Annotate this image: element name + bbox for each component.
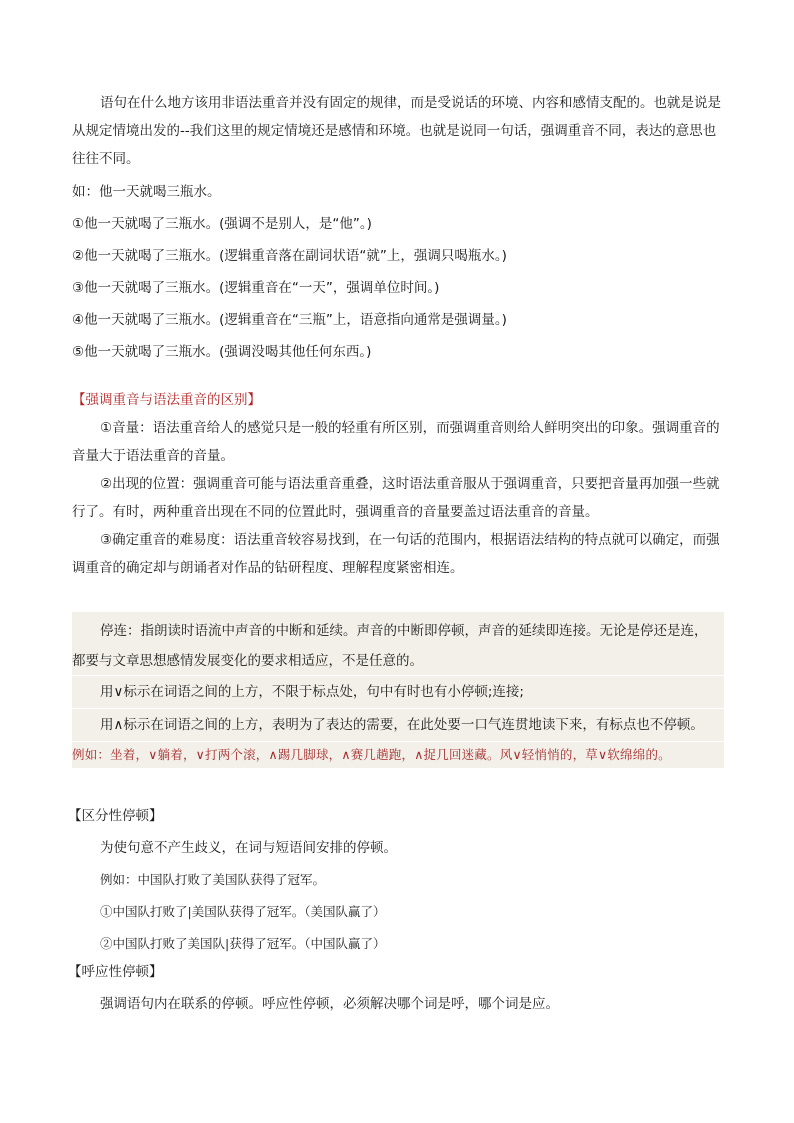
pause-line-2: 都要与文章思想感情发展变化的要求相适应，不是任意的。	[72, 653, 423, 669]
distinguish-heading: 【区分性停顿】	[68, 808, 163, 824]
difference-heading: 【强调重音与语法重音的区别】	[72, 392, 261, 408]
pause-line-3: 用∨标示在词语之间的上方，不限于标点处，句中有时也有小停顿;连接;	[72, 675, 724, 708]
distinguish-example: 例如：中国队打败了美国队获得了冠军。	[100, 872, 326, 887]
example-list	[72, 176, 724, 368]
example-item-1: ①他一天就喝了三瓶水。(强调不是别人，是“他”。)	[72, 216, 372, 232]
pause-example: 例如：坐着，∨躺着，∨打两个滚，∧踢几脚球，∧赛几趟跑，∧捉几回迷藏。风∨轻悄悄的，草∨软绵绵的。	[72, 741, 724, 768]
difference-section	[72, 386, 724, 582]
intro-section	[72, 89, 724, 173]
respond-heading: 【呼应性停顿】	[68, 964, 163, 980]
pause-line-4: 用∧标示在词语之间的上方，表明为了表达的需要，在此处要一口气连贯地读下来，有标点也不停顿。	[72, 708, 724, 741]
difference-item-2: ②出现的位置：强调重音可能与语法重音重叠，这时语法重音服从于强调重音，只要把音量再加强一些就行了。有时，两种重音出现在不同的位置此时，强调重音的音量要盖过语法重音的音量。	[72, 476, 720, 520]
example-item-4: ④他一天就喝了三瓶水。(逻辑重音在“三瓶”上，语意指向通常是强调量。)	[72, 312, 507, 328]
example-item-2: ②他一天就喝了三瓶水。(逻辑重音落在副词状语“就”上，强调只喝瓶水。)	[72, 248, 507, 264]
pause-line-1: 停连：指朗读时语流中声音的中断和延续。声音的中断即停顿，声音的延续即连接。无论是停还是连，	[100, 623, 708, 639]
example-intro: 如：他一天就喝三瓶水。	[72, 184, 221, 200]
difference-item-3: ③确定重音的难易度：语法重音较容易找到，在一句话的范围内，根据语法结构的特点就可以确定，而强调重音的确定却与朗诵者对作品的钻研程度、理解程度紧密相连。	[72, 532, 720, 576]
intro-paragraph: 语句在什么地方该用非语法重音并没有固定的规律，而是受说话的环境、内容和感情支配的。也就是说是从规定情境出发的--我们这里的规定情境还是感情和环境。也就是说同一句话，强调重音不同，表达的意思也往往不同。	[72, 95, 721, 167]
example-item-5: ⑤他一天就喝了三瓶水。(强调没喝其他任何东西。)	[72, 344, 372, 360]
respond-section	[68, 956, 724, 1020]
pause-definition-box	[72, 612, 724, 768]
respond-desc: 强调语句内在联系的停顿。呼应性停顿，必须解决哪个词是呼，哪个词是应。	[100, 996, 559, 1012]
distinguish-ex-2: ②中国队打败了美国队|获得了冠军。（中国队赢了）	[100, 936, 386, 951]
example-item-3: ③他一天就喝了三瓶水。(逻辑重音在“一天”，强调单位时间。)	[72, 280, 440, 296]
difference-item-1: ①音量：语法重音给人的感觉只是一般的轻重有所区别，而强调重音则给人鲜明突出的印象。强调重音的音量大于语法重音的音量。	[72, 420, 720, 464]
distinguish-ex-1: ①中国队打败了|美国队获得了冠军。（美国队赢了）	[100, 904, 386, 919]
distinguish-section	[68, 800, 724, 960]
distinguish-desc: 为使句意不产生歧义，在词与短语间安排的停顿。	[100, 840, 397, 856]
